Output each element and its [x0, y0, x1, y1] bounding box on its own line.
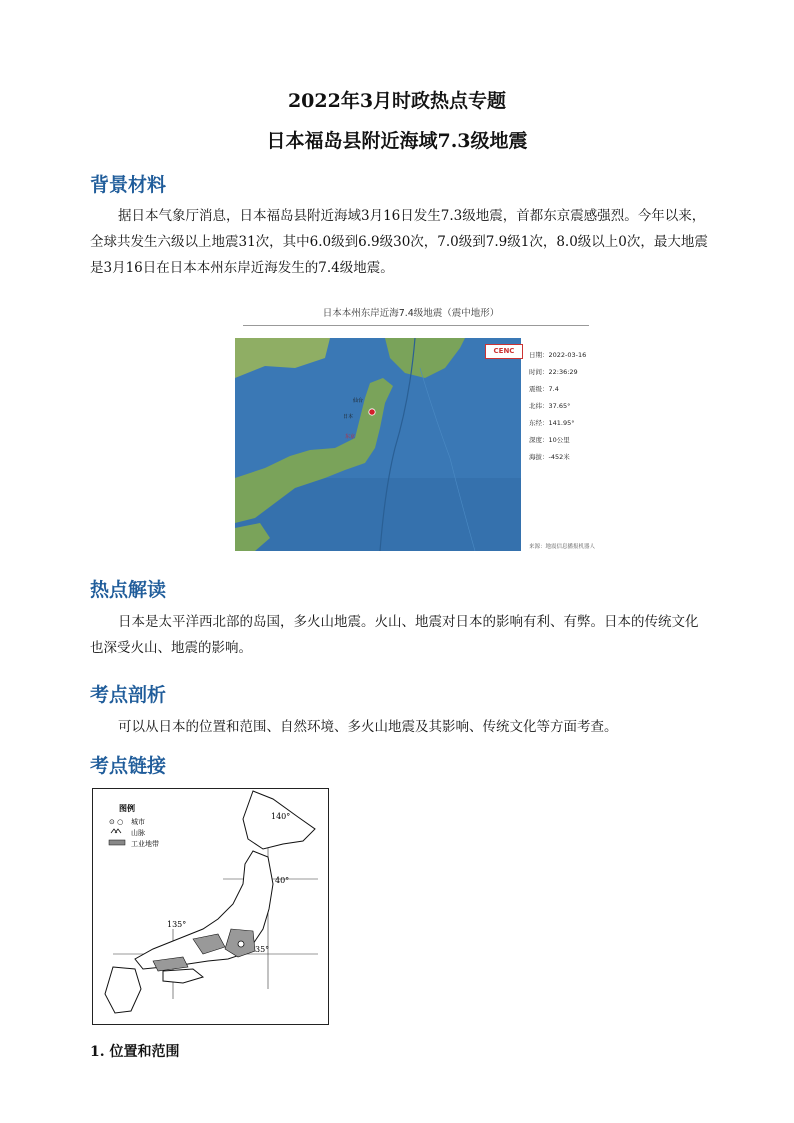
label-40: 40°: [275, 876, 290, 885]
subsection-position-scope: 1. 位置和范围: [90, 1044, 180, 1060]
map-label-sendai: 仙台: [353, 398, 364, 404]
paragraph-hotspot: 日本是太平洋西北部的岛国，多火山地震。火山、地震对日本的影响有利、有弊。日本的传统文化也深受火山、地震的影响。: [90, 614, 699, 656]
paragraph-background: 据日本气象厅消息，日本福岛县附近海域3月16日发生7.3级地震，首都东京震感强烈。今年以来，全球共发生六级以上地震31次，其中6.0级到6.9级30次，7.0级到7.9级1次，8.0级以上0次，最大地震是3月16日在日本本州东岸近海发生的7.4级地震。: [90, 208, 708, 276]
info-longitude: 东经：141.95°: [529, 419, 575, 427]
cenc-logo: CENC: [485, 344, 523, 359]
map-label-japan: 日本: [343, 414, 354, 420]
figure-divider: [243, 325, 589, 326]
heading-background: 背景材料: [90, 174, 167, 196]
info-elevation: 海拔：-452米: [529, 453, 570, 461]
kyushu-outline: [105, 967, 141, 1013]
epicenter-terrain-map: [235, 338, 521, 551]
shikoku-outline: [163, 969, 203, 983]
document-subtitle: 日本福岛县附近海域7.3级地震: [266, 130, 528, 152]
paragraph-analysis: 可以从日本的位置和范围、自然环境、多火山地震及其影响、传统文化等方面考查。: [118, 719, 618, 735]
heading-links: 考点链接: [90, 755, 167, 777]
label-135: 135°: [167, 920, 187, 929]
info-date: 日期：2022-03-16: [529, 351, 587, 359]
earthquake-figure: [233, 305, 596, 553]
legend-industry: 工业地带: [131, 840, 159, 848]
legend-industry-icon: [109, 840, 125, 845]
figure-credit: 来源：地震信息播报机器人: [529, 544, 596, 550]
label-35: 35°: [255, 945, 270, 954]
japan-outline-map: [92, 788, 329, 1025]
document-title: 2022年3月时政热点专题: [287, 90, 507, 112]
legend-mountain-icon: [111, 829, 121, 833]
city-tokyo-marker: [238, 941, 244, 947]
epicenter-marker: [369, 409, 375, 415]
earthquake-figure-title: 日本本州东岸近海7.4级地震（震中地形）: [322, 308, 500, 319]
earthquake-info-panel: [493, 338, 596, 551]
legend-title: 图例: [119, 804, 135, 813]
legend-city-symbol: ⊙ ○: [109, 818, 124, 826]
japan-map-svg: [93, 789, 328, 1024]
legend-mountain: 山脉: [131, 829, 145, 837]
map-label-tokyo: 东京: [345, 434, 356, 440]
info-depth: 深度：10公里: [529, 436, 570, 444]
heading-analysis: 考点剖析: [90, 684, 167, 706]
info-magnitude: 震级：7.4: [529, 385, 559, 393]
info-latitude: 北纬：37.65°: [529, 402, 571, 410]
legend-city: 城市: [131, 818, 145, 826]
heading-hotspot: 热点解读: [90, 579, 167, 601]
label-140: 140°: [271, 812, 291, 821]
info-time: 时间：22:36:29: [529, 368, 578, 376]
